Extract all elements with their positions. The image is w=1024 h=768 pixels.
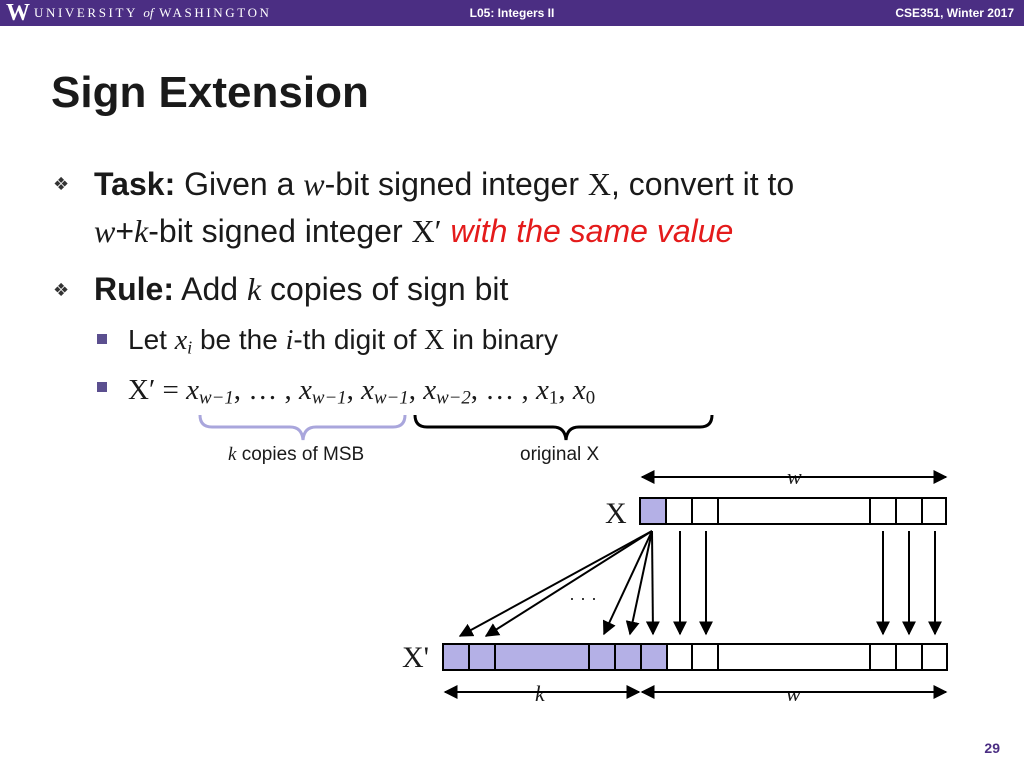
original-x-brace: [415, 415, 712, 440]
xprime-register-label: X': [402, 641, 430, 674]
w-width-label-top: w: [787, 464, 802, 489]
msb-copy-arrows: [460, 531, 653, 636]
k-width-label: k: [535, 681, 545, 706]
page-number: 29: [984, 740, 1000, 756]
university-name: UNIVERSITY of WASHINGTON: [34, 5, 272, 20]
task-line-1: Task: Given a w-bit signed integer X, convert it to: [94, 166, 795, 202]
slide-title: Sign Extension: [51, 68, 369, 117]
xprime-register: [443, 644, 947, 670]
bit-copy-arrows: [680, 531, 935, 634]
original-x-caption: original X: [520, 444, 600, 465]
x-register-label: X: [605, 497, 627, 530]
k-copies-brace: [200, 415, 405, 440]
sign-extension-formula: $X' = x_{w-1}$, … , $x_{w-1}$, $x_{w-1}$, $x_{w-2}$, … , $x_1$, $x_0$: [128, 374, 596, 409]
sub-bullet-digit: Let $x_i$ be the i-th digit of X in binary: [128, 324, 558, 358]
ellipsis-arrows: · · ·: [569, 588, 597, 608]
rule-line: Rule: Add k copies of sign bit: [94, 271, 509, 307]
diamond-bullet-icon: ❖: [53, 280, 70, 300]
course-label: CSE351, Winter 2017: [895, 6, 1014, 20]
k-copies-caption: k copies of MSB: [228, 444, 365, 465]
x-register: [640, 498, 946, 524]
uw-logo: W: [6, 0, 30, 26]
task-line-2: w+k-bit signed integer X′ with the same value: [94, 213, 734, 249]
w-width-label-bottom: w: [786, 681, 801, 706]
diamond-bullet-icon: ❖: [53, 174, 70, 194]
lecture-title: L05: Integers II: [469, 6, 555, 20]
emphasis-text: with the same value: [450, 213, 734, 249]
